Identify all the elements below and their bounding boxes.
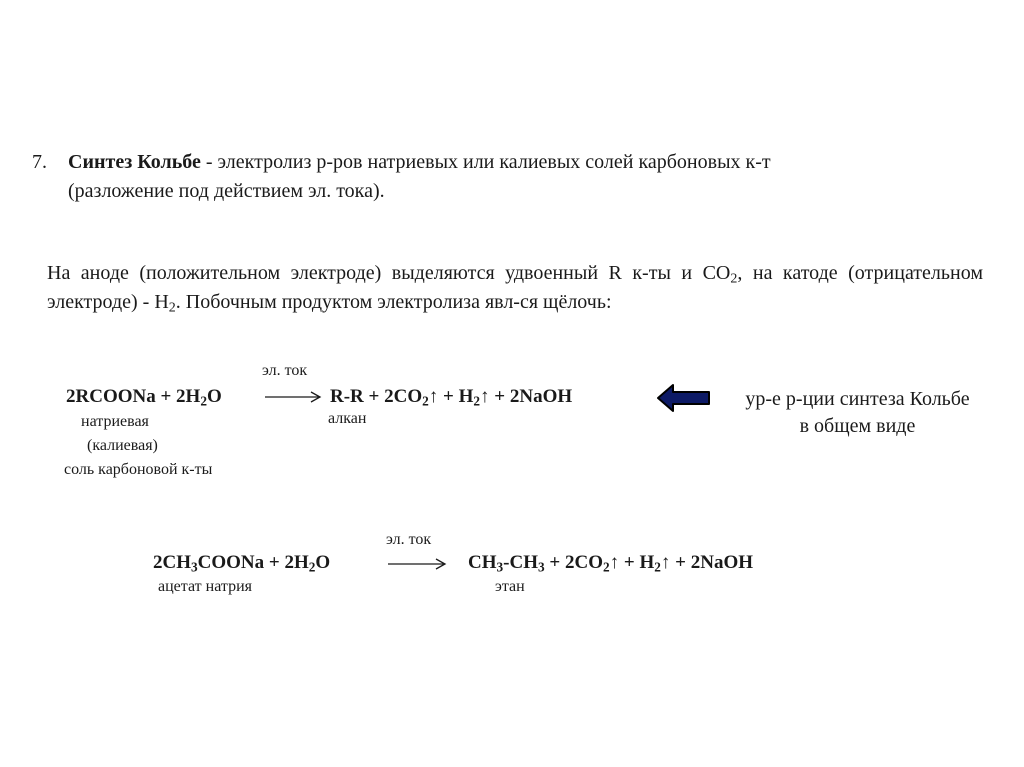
kolbe-definition-line2: (разложение под действием эл. тока). bbox=[68, 180, 385, 202]
eq1-reactants: 2RCOONa + $2H_2O$ bbox=[66, 386, 222, 409]
paragraph-electrolysis-products bbox=[47, 259, 983, 317]
p2-text-3: . Побочным продуктом электролиза явл-ся щёлочь: bbox=[175, 291, 612, 313]
note-line-1: ур-е р-ции синтеза Кольбе bbox=[745, 388, 970, 410]
eq1-reaction-arrow bbox=[264, 389, 322, 405]
note-line-2: в общем виде bbox=[799, 415, 916, 437]
p2-text-1: На аноде (положительном электроде) выделяются удвоенный R к-ты и CO bbox=[47, 262, 731, 284]
paragraph-kolbe-definition bbox=[32, 148, 992, 206]
left-arrow-icon bbox=[656, 383, 712, 413]
p2-text-2: , на катоде (отрицательном электроде) - H bbox=[47, 262, 983, 313]
eq2-reactant-label: ацетат натрия bbox=[158, 578, 252, 595]
kolbe-definition-text: - электролиз р-ров натриевых или калиевых солей карбоновых к-т bbox=[200, 151, 771, 173]
general-equation-note bbox=[720, 386, 995, 440]
eq1-condition: эл. ток bbox=[262, 362, 308, 379]
eq2-reactants: $2CH_3COONa + 2H_2O$ bbox=[153, 552, 331, 575]
eq2-product-label: этан bbox=[495, 578, 525, 595]
eq1-reactant-label-1: натриевая bbox=[81, 413, 149, 430]
eq2-products: $CH_3-CH_3$ + $2CO_2↑$ + $H_2↑$ + 2NaOH bbox=[468, 552, 753, 575]
item-number: 7. bbox=[32, 151, 47, 173]
eq1-products: $R-R + 2CO_2↑$ + $H_2↑$ + 2NaOH bbox=[330, 386, 573, 409]
eq1-reactant-label-2: (калиевая) bbox=[87, 437, 158, 454]
eq2-condition: эл. ток bbox=[386, 531, 432, 548]
p2-sub-2: 2 bbox=[168, 300, 176, 316]
eq2-reaction-arrow bbox=[387, 556, 447, 572]
p2-sub-1: 2 bbox=[730, 271, 738, 287]
kolbe-title: Синтез Кольбе bbox=[68, 151, 201, 173]
eq1-product-label: алкан bbox=[328, 410, 367, 427]
eq1-reactant-label-3: соль карбоновой к-ты bbox=[64, 461, 213, 478]
